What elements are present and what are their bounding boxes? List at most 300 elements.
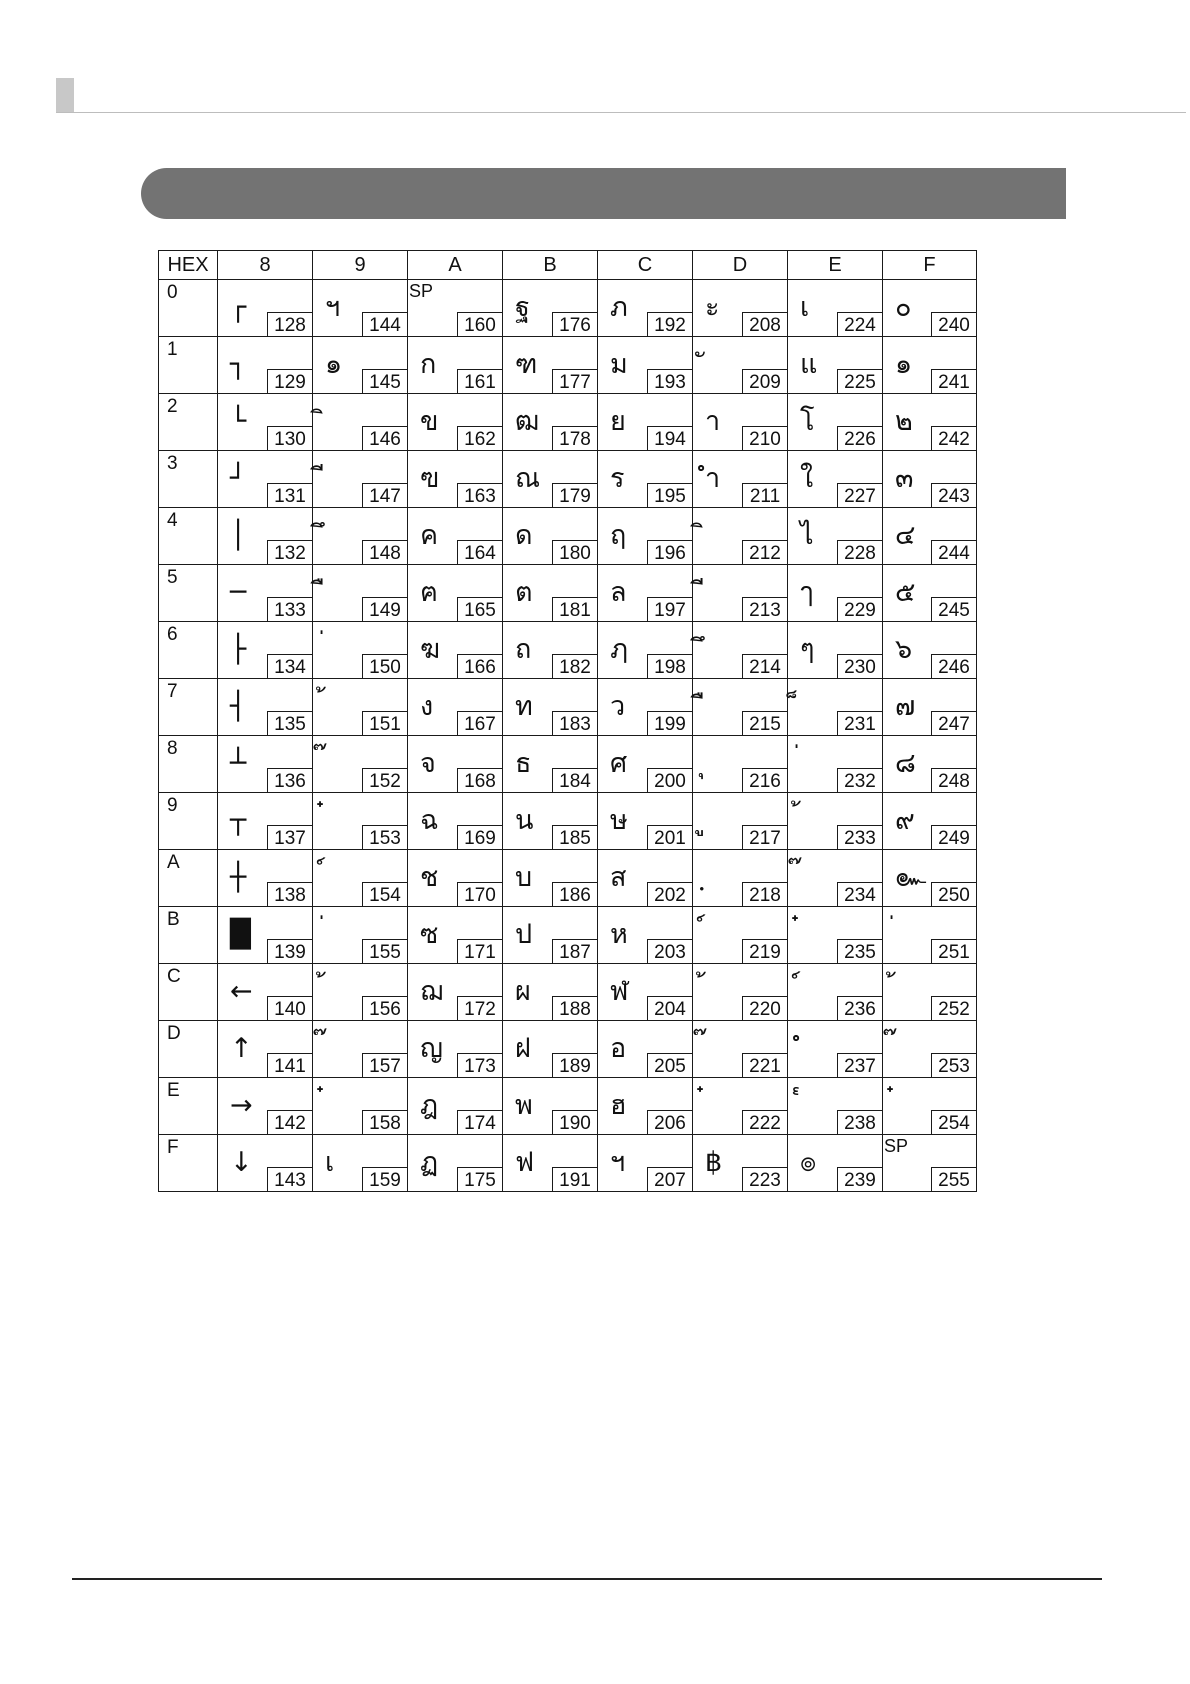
character-cell [883,1135,977,1192]
decimal-code: 196 [647,540,693,565]
row-hex-header [159,1135,218,1192]
character-glyph: ๓ [895,463,914,494]
cell-content [503,907,597,963]
cell-content [693,1021,787,1077]
character-glyph: SP [409,281,434,301]
decimal-code: 202 [647,882,693,907]
cell-content [218,1135,312,1191]
cell-content [788,394,882,450]
cell-content [788,679,882,735]
character-glyph: SP [884,1136,909,1156]
decimal-code: 219 [742,939,788,964]
character-cell [693,793,788,850]
table-row [159,850,977,907]
cell-content [408,622,502,678]
table-row [159,337,977,394]
decimal-code: 228 [837,540,883,565]
character-cell [598,1078,693,1135]
cell-content [693,907,787,963]
decimal-code: 203 [647,939,693,964]
cell-content [408,793,502,849]
character-cell [788,736,883,793]
cell-content [503,337,597,393]
cell-content [693,1135,787,1191]
decimal-code: 186 [552,882,598,907]
cell-content [598,1135,692,1191]
character-glyph: แ [800,349,818,380]
character-cell [408,1135,503,1192]
decimal-code: 218 [742,882,788,907]
table-row [159,1135,977,1192]
decimal-code: 197 [647,597,693,622]
cell-content [883,679,976,735]
character-cell [218,451,313,508]
cell-content [313,793,407,849]
decimal-code: 136 [267,768,313,793]
character-glyph: ฎ [420,1090,439,1121]
decimal-code: 130 [267,426,313,451]
cell-content [313,337,407,393]
character-cell [313,907,408,964]
character-cell [408,280,503,337]
cell-content [408,679,502,735]
character-cell [503,337,598,394]
decimal-code: 250 [931,882,977,907]
cell-content [313,622,407,678]
cell-content [218,451,312,507]
decimal-code: 221 [742,1053,788,1078]
character-glyph: ๐ [895,292,912,323]
character-cell [313,280,408,337]
cell-content [503,1135,597,1191]
character-code-table [158,250,977,1192]
character-cell [218,736,313,793]
decimal-code: 200 [647,768,693,793]
table-row [159,964,977,1021]
character-cell [218,1135,313,1192]
decimal-code: 232 [837,768,883,793]
character-cell [598,451,693,508]
cell-content [598,907,692,963]
character-glyph: ฟ [515,1147,535,1178]
character-glyph: ป [515,919,533,950]
decimal-code: 129 [267,369,313,394]
character-glyph: ฃ [420,463,440,494]
character-cell [503,451,598,508]
decimal-code: 222 [742,1110,788,1135]
character-cell [883,394,977,451]
character-cell [313,394,408,451]
character-cell [883,1078,977,1135]
character-cell [883,508,977,565]
decimal-code: 165 [457,597,503,622]
cell-content [788,793,882,849]
character-cell [693,850,788,907]
character-cell [218,1078,313,1135]
cell-content [218,280,312,336]
cell-content [598,964,692,1020]
character-glyph: ┌ [230,292,247,323]
decimal-code: 239 [837,1167,883,1192]
cell-content [693,679,787,735]
character-glyph: ฝ [515,1033,531,1064]
column-header: D [693,251,788,280]
character-cell [313,964,408,1021]
decimal-code: 163 [457,483,503,508]
cell-content [218,736,312,792]
character-cell [218,907,313,964]
character-cell [883,679,977,736]
cell-content [408,565,502,621]
decimal-code: 253 [931,1053,977,1078]
decimal-code: 141 [267,1053,313,1078]
decimal-code: 248 [931,768,977,793]
character-cell [598,679,693,736]
row-hex-header [159,622,218,679]
decimal-code: 156 [362,996,408,1021]
column-header: C [598,251,693,280]
character-cell [313,622,408,679]
character-cell [503,508,598,565]
decimal-code: 170 [457,882,503,907]
character-cell [313,793,408,850]
decimal-code: 236 [837,996,883,1021]
character-cell [218,337,313,394]
cell-content [218,793,312,849]
row-hex-header [159,736,218,793]
row-hex-label: 3 [167,453,178,474]
decimal-code: 132 [267,540,313,565]
cell-content [788,280,882,336]
cell-content [408,394,502,450]
decimal-code: 146 [362,426,408,451]
decimal-code: 134 [267,654,313,679]
decimal-code: 174 [457,1110,503,1135]
character-glyph: ก [420,349,437,380]
character-cell [598,850,693,907]
decimal-code: 209 [742,369,788,394]
cell-content [598,1021,692,1077]
decimal-code: 180 [552,540,598,565]
character-cell [408,1021,503,1078]
character-cell [788,1021,883,1078]
character-cell [218,622,313,679]
cell-content [408,1078,502,1134]
character-cell [503,850,598,907]
decimal-code: 172 [457,996,503,1021]
cell-content [313,1078,407,1134]
cell-content [693,736,787,792]
character-cell [598,793,693,850]
row-hex-header [159,451,218,508]
character-glyph: ๙ [895,805,915,836]
character-glyph: ฌ [420,976,444,1007]
character-cell [408,793,503,850]
character-glyph: ไ [800,520,814,551]
character-glyph: ณ [515,463,541,494]
character-glyph: ร [610,463,625,494]
cell-content [598,565,692,621]
decimal-code: 213 [742,597,788,622]
character-glyph: ญ [420,1033,444,1064]
decimal-code: 226 [837,426,883,451]
decimal-code: 167 [457,711,503,736]
character-glyph: ฐ [515,292,530,323]
cell-content [598,280,692,336]
character-glyph: ← [230,976,253,1007]
cell-content [788,565,882,621]
decimal-code: 205 [647,1053,693,1078]
character-cell [218,280,313,337]
cell-content [503,508,597,564]
character-cell [693,1021,788,1078]
character-cell [788,964,883,1021]
decimal-code: 155 [362,939,408,964]
character-cell [788,850,883,907]
row-hex-header [159,565,218,622]
decimal-code: 140 [267,996,313,1021]
decimal-code: 207 [647,1167,693,1192]
character-glyph: ฒ [515,406,540,437]
cell-content [218,565,312,621]
cell-content [788,1021,882,1077]
decimal-code: 148 [362,540,408,565]
character-cell [218,850,313,907]
character-cell [313,565,408,622]
decimal-code: 185 [552,825,598,850]
decimal-code: 131 [267,483,313,508]
decimal-code: 230 [837,654,883,679]
cell-content [313,679,407,735]
character-cell [883,850,977,907]
decimal-code: 208 [742,312,788,337]
character-glyph: ส [610,862,627,893]
character-cell [313,451,408,508]
decimal-code: 171 [457,939,503,964]
table-row [159,394,977,451]
character-cell [598,964,693,1021]
character-cell [313,736,408,793]
character-glyph: ฮ [610,1090,627,1121]
character-cell [313,679,408,736]
cell-content [693,1078,787,1134]
decimal-code: 159 [362,1167,408,1192]
character-glyph: น [515,805,534,836]
character-cell [218,508,313,565]
character-cell [693,280,788,337]
decimal-code: 233 [837,825,883,850]
decimal-code: 240 [931,312,977,337]
decimal-code: 135 [267,711,313,736]
character-cell [408,907,503,964]
table-row [159,565,977,622]
cell-content [503,679,597,735]
character-cell [788,793,883,850]
cell-content [598,451,692,507]
cell-content [693,280,787,336]
table-row [159,793,977,850]
character-cell [313,508,408,565]
decimal-code: 142 [267,1110,313,1135]
character-cell [503,565,598,622]
character-glyph: ฯ [325,292,341,323]
character-cell [218,679,313,736]
cell-content [883,508,976,564]
character-cell [598,337,693,394]
cell-content [693,964,787,1020]
character-cell [598,565,693,622]
cell-content [313,451,407,507]
character-cell [788,679,883,736]
cell-content [503,394,597,450]
decimal-code: 189 [552,1053,598,1078]
character-glyph: ข [420,406,439,437]
row-hex-label: B [167,909,180,930]
decimal-code: 223 [742,1167,788,1192]
character-glyph: ┬ [230,805,247,836]
character-glyph: ๑ [325,349,343,380]
character-cell [883,280,977,337]
decimal-code: 137 [267,825,313,850]
cell-content [503,736,597,792]
character-cell [408,736,503,793]
decimal-code: 147 [362,483,408,508]
character-cell [218,964,313,1021]
table-row [159,451,977,508]
cell-content [408,736,502,792]
decimal-code: 151 [362,711,408,736]
column-header: 9 [313,251,408,280]
cell-content [883,451,976,507]
character-cell [693,964,788,1021]
decimal-code: 211 [742,483,788,508]
cell-content [218,850,312,906]
character-glyph: ม [610,349,628,380]
character-glyph: █ [230,919,251,950]
character-cell [503,1021,598,1078]
cell-content [693,451,787,507]
character-cell [408,394,503,451]
cell-content [503,964,597,1020]
character-cell [883,907,977,964]
decimal-code: 255 [931,1167,977,1192]
character-cell [313,850,408,907]
decimal-code: 160 [457,312,503,337]
cell-content [883,565,976,621]
character-cell [503,1078,598,1135]
decimal-code: 182 [552,654,598,679]
character-cell [503,679,598,736]
decimal-code: 254 [931,1110,977,1135]
character-glyph: ๔ [895,520,916,551]
character-cell [883,736,977,793]
table-row [159,679,977,736]
cell-content [598,1078,692,1134]
character-cell [883,964,977,1021]
cell-content [883,964,976,1020]
character-glyph: ฿ [705,1147,723,1178]
cell-content [218,337,312,393]
character-glyph: ๅ [800,577,814,608]
character-glyph: ค [420,520,439,551]
character-cell [503,907,598,964]
decimal-code: 235 [837,939,883,964]
character-cell [693,907,788,964]
decimal-code: 214 [742,654,788,679]
cell-content [883,337,976,393]
character-cell [788,280,883,337]
table-row [159,736,977,793]
character-cell [883,337,977,394]
footer-rule [72,1578,1102,1580]
cell-content [313,565,407,621]
character-cell [503,736,598,793]
character-cell [693,622,788,679]
character-glyph: ๆ [800,634,815,665]
decimal-code: 206 [647,1110,693,1135]
character-cell [408,964,503,1021]
character-glyph: อ [610,1033,627,1064]
decimal-code: 224 [837,312,883,337]
decimal-code: 179 [552,483,598,508]
character-glyph: ศ [610,748,628,779]
character-cell [788,622,883,679]
row-hex-label: 7 [167,681,178,702]
decimal-code: 198 [647,654,693,679]
row-hex-header [159,1078,218,1135]
cell-content [883,1021,976,1077]
cell-content [883,907,976,963]
character-glyph: ท [515,691,533,722]
row-hex-header [159,1021,218,1078]
character-glyph: ช [420,862,439,893]
cell-content [788,964,882,1020]
cell-content [408,337,502,393]
cell-content [883,736,976,792]
cell-content [598,793,692,849]
character-glyph: ฬ [610,976,629,1007]
character-glyph: ฅ [420,577,439,608]
character-cell [788,565,883,622]
character-glyph: ำ [705,463,721,494]
character-glyph: ┘ [230,463,247,494]
column-header: 8 [218,251,313,280]
decimal-code: 246 [931,654,977,679]
character-cell [788,1078,883,1135]
decimal-code: 237 [837,1053,883,1078]
table-row [159,280,977,337]
decimal-code: 229 [837,597,883,622]
cell-content [218,679,312,735]
header-rule [56,112,1186,113]
decimal-code: 192 [647,312,693,337]
decimal-code: 168 [457,768,503,793]
decimal-code: 217 [742,825,788,850]
character-cell [598,394,693,451]
table-row [159,622,977,679]
character-glyph: ↑ [230,1033,253,1064]
character-glyph: โ [800,406,815,437]
cell-content [788,622,882,678]
table-row [159,1021,977,1078]
row-hex-label: A [167,852,180,873]
cell-content [883,394,976,450]
character-cell [788,394,883,451]
decimal-code: 139 [267,939,313,964]
decimal-code: 138 [267,882,313,907]
character-cell [218,394,313,451]
character-cell [883,1021,977,1078]
